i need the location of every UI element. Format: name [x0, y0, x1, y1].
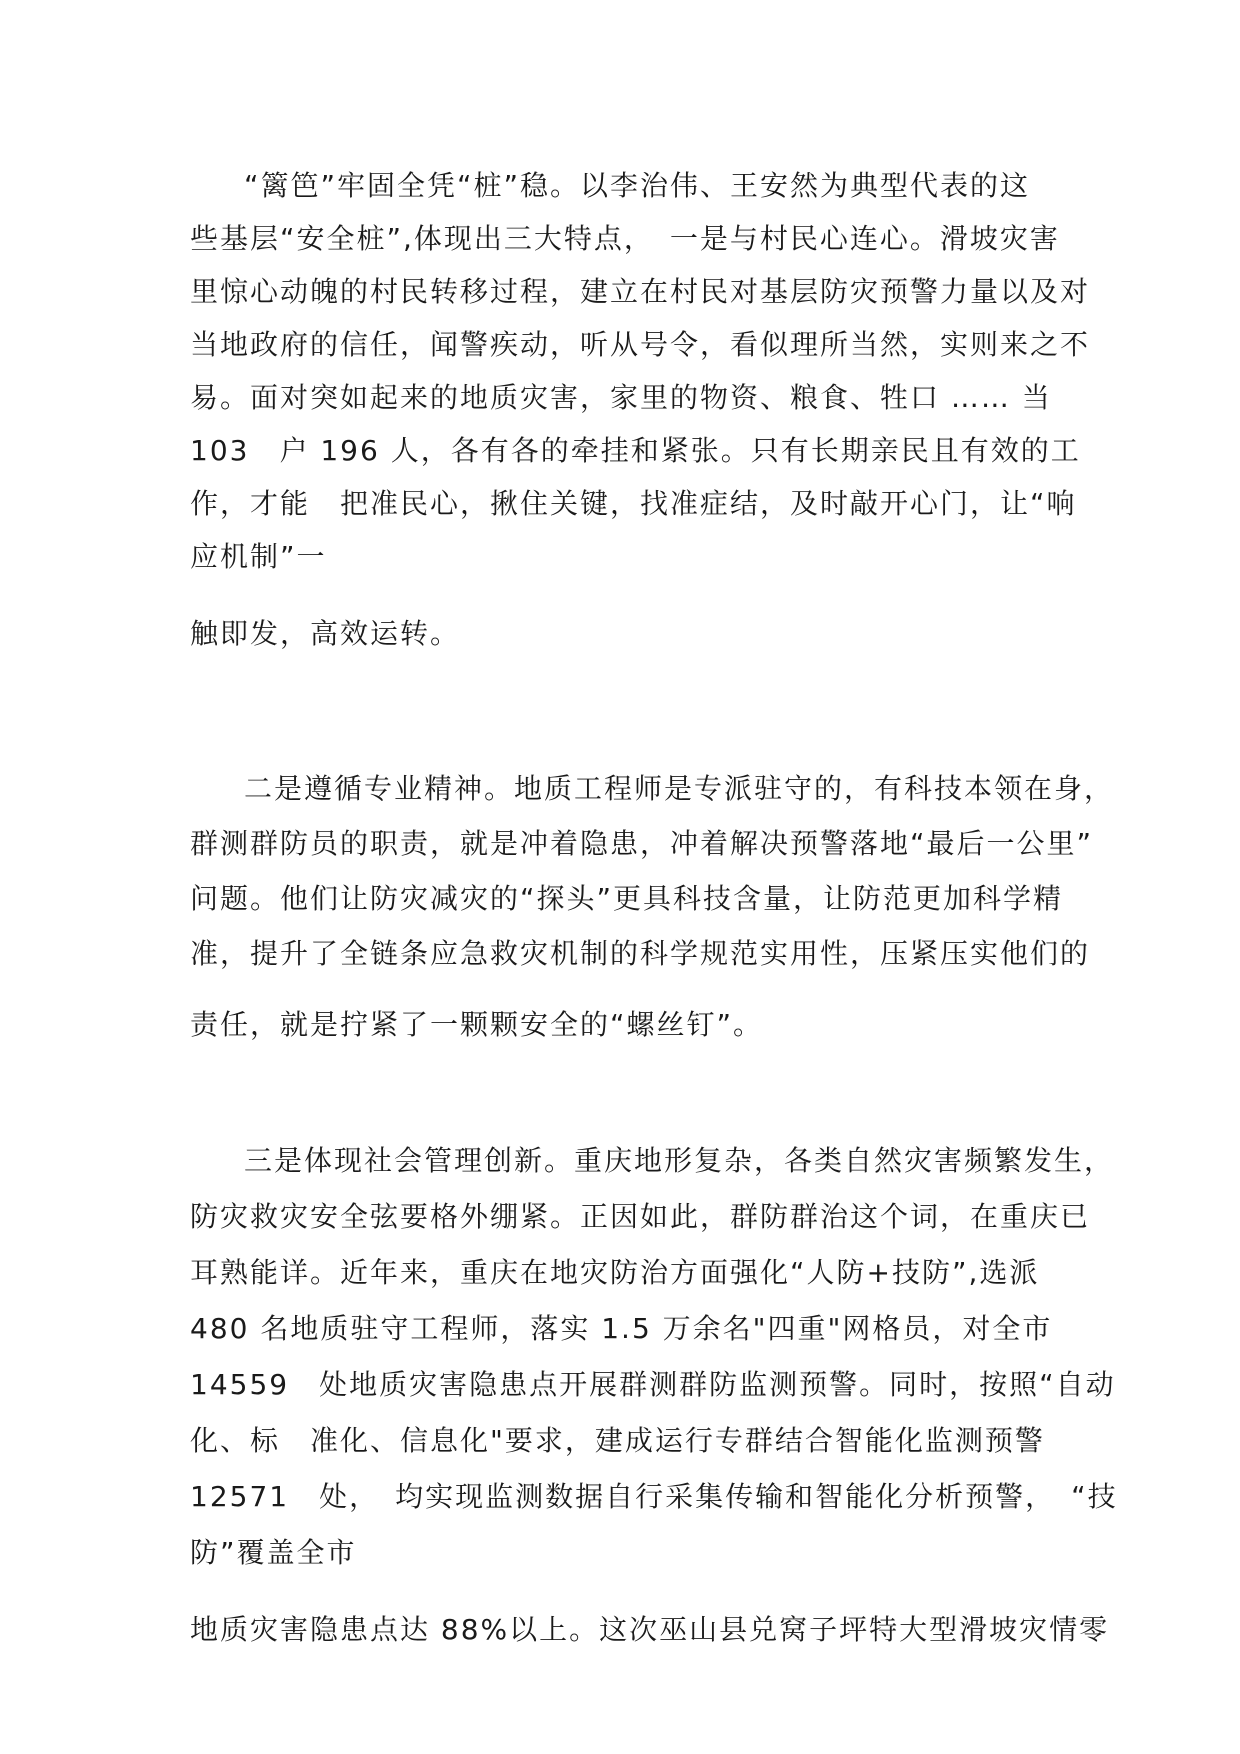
paragraph-1-line-7: 作，才能 把准民心，揪住关键，找准症结，及时敲开心门，让“响 — [190, 487, 1077, 520]
paragraph-1-line-9: 触即发，高效运转。 — [190, 617, 461, 650]
paragraph-1-line-5: 易。面对突如起来的地质灾害，家里的物资、粮食、牲口 …… 当 — [190, 381, 1052, 414]
paragraph-1-line-4: 当地政府的信任，闻警疾动，听从号令，看似理所当然，实则来之不 — [190, 328, 1091, 361]
paragraph-1-line-3: 里惊心动魄的村民转移过程，建立在村民对基层防灾预警力量以及对 — [190, 275, 1091, 308]
paragraph-1-line-6: 103 户 196 人，各有各的牵挂和紧张。只有长期亲民且有效的工 — [190, 434, 1081, 467]
paragraph-2-line-4: 准，提升了全链条应急救灾机制的科学规范实用性，压紧压实他们的 — [190, 937, 1091, 970]
paragraph-3-line-2: 防灾救灾安全弦要格外绷紧。正因如此，群防群治这个词，在重庆已 — [190, 1200, 1091, 1233]
paragraph-2-line-5: 责任，就是拧紧了一颗颗安全的“螺丝钉”。 — [190, 1008, 764, 1041]
paragraph-2-line-1: 二是遵循专业精神。地质工程师是专派驻守的，有科技本领在身， — [244, 772, 1115, 805]
paragraph-1-line-1: “篱笆”牢固全凭“桩”稳。以李治伟、王安然为典型代表的这 — [244, 169, 1031, 202]
paragraph-1-line-8: 应机制”一 — [190, 540, 327, 573]
paragraph-3-line-1: 三是体现社会管理创新。重庆地形复杂，各类自然灾害频繁发生， — [244, 1144, 1115, 1177]
paragraph-3-line-8: 防”覆盖全市 — [190, 1536, 357, 1569]
paragraph-3-line-3: 耳熟能详。近年来，重庆在地灾防治方面强化“人防+技防”,选派 — [190, 1256, 1040, 1289]
paragraph-2-line-2: 群测群防员的职责，就是冲着隐患，冲着解决预警落地“最后一公里” — [190, 827, 1094, 860]
paragraph-2-line-3: 问题。他们让防灾减灾的“探头”更具科技含量，让防范更加科学精 — [190, 882, 1064, 915]
paragraph-3-line-4: 480 名地质驻守工程师，落实 1.5 万余名"四重"网格员，对全市 — [190, 1312, 1053, 1345]
paragraph-3-line-7: 12571 处， 均实现监测数据自行采集传输和智能化分析预警， “技 — [190, 1480, 1118, 1513]
paragraph-3-line-9: 地质灾害隐患点达 88%以上。这次巫山县兑窝子坪特大型滑坡灾情零 — [190, 1613, 1110, 1646]
paragraph-1-line-2: 些基层“安全桩”,体现出三大特点， 一是与村民心连心。滑坡灾害 — [190, 222, 1060, 255]
paragraph-3-line-5: 14559 处地质灾害隐患点开展群测群防监测预警。同时，按照“自动 — [190, 1368, 1116, 1401]
paragraph-3-line-6: 化、标 准化、信息化"要求，建成运行专群结合智能化监测预警 — [190, 1424, 1045, 1457]
